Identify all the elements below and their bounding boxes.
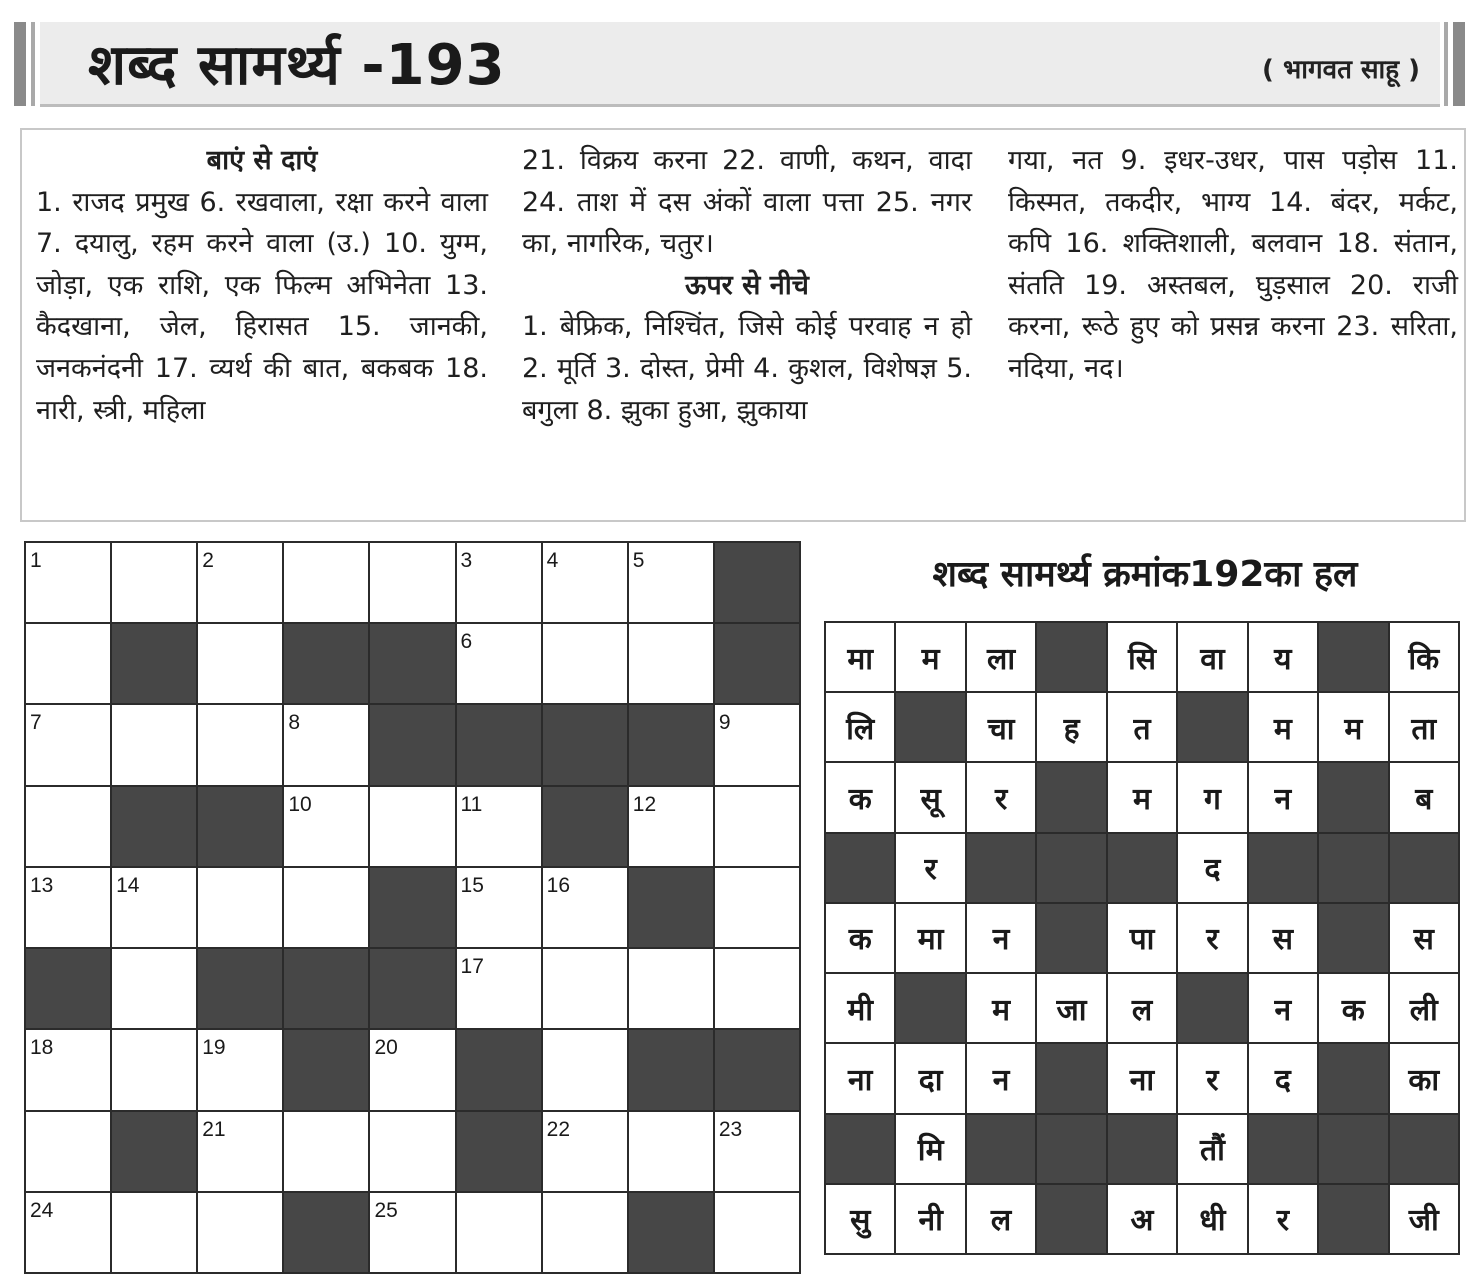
- clues-column-1: [36, 140, 488, 431]
- solution-black-cell: [1319, 1044, 1387, 1112]
- black-cell: [715, 543, 799, 622]
- black-cell: [629, 1193, 713, 1272]
- grid-cell[interactable]: [26, 1030, 110, 1109]
- black-cell: [715, 1030, 799, 1109]
- black-cell: [543, 705, 627, 784]
- solution-black-cell: [896, 974, 964, 1042]
- solution-cell: ला: [967, 623, 1035, 691]
- clues-column-3: [1008, 140, 1458, 390]
- header-bar-left-thin: [31, 22, 35, 106]
- solution-cell: र: [1178, 1044, 1246, 1112]
- solution-cell: नी: [896, 1185, 964, 1253]
- black-cell: [284, 1193, 368, 1272]
- solution-black-cell: [1108, 1115, 1176, 1183]
- grid-cell[interactable]: [543, 1030, 627, 1109]
- grid-cell[interactable]: [370, 1112, 454, 1191]
- grid-cell[interactable]: [26, 624, 110, 703]
- solution-cell: न: [967, 904, 1035, 972]
- solution-black-cell: [1037, 623, 1105, 691]
- grid-cell[interactable]: [26, 868, 110, 947]
- black-cell: [457, 1112, 541, 1191]
- clue-number: 4: [546, 549, 559, 572]
- solution-cell: न: [967, 1044, 1035, 1112]
- grid-cell[interactable]: [284, 543, 368, 622]
- solution-black-cell: [1319, 763, 1387, 831]
- solution-cell: ता: [1390, 693, 1458, 761]
- grid-cell[interactable]: [715, 787, 799, 866]
- clue-number: 24: [30, 1198, 54, 1222]
- black-cell: [543, 787, 627, 866]
- clues-text: गया, नत 9. इधर-उधर, पास पड़ोस 11. किस्मत, तकदीर, भाग्य 14. बंदर, मर्कट, कपि 16. शक्तिशाली, बलवान 18. संतान, संतति 19. अस्तबल, घुड़साल 20. राजी करना, रूठे हुए को प्रसन्न करना 23. सरिता, नदिया, नद।: [1008, 145, 1458, 384]
- clue-number: 16: [546, 873, 571, 897]
- solution-cell: दा: [896, 1044, 964, 1112]
- clue-number: 12: [632, 792, 657, 816]
- solution-cell: न: [1249, 763, 1317, 831]
- solution-cell: ब: [1390, 763, 1458, 831]
- black-cell: [370, 705, 454, 784]
- solution-cell: म: [1249, 693, 1317, 761]
- black-cell: [284, 624, 368, 703]
- page-title: शब्द सामर्थ्य -193: [88, 33, 506, 98]
- clue-number: 14: [116, 873, 140, 897]
- clue-number: 23: [718, 1117, 743, 1141]
- grid-cell[interactable]: [26, 543, 110, 622]
- grid-cell[interactable]: [715, 705, 799, 784]
- black-cell: [26, 949, 110, 1028]
- solution-cell: द: [1249, 1044, 1317, 1112]
- solution-black-cell: [1390, 834, 1458, 902]
- solution-black-cell: [1037, 1185, 1105, 1253]
- solution-cell: चा: [967, 693, 1035, 761]
- solution-cell: क: [826, 904, 894, 972]
- solution-cell: स: [1249, 904, 1317, 972]
- solution-cell: ह: [1037, 693, 1105, 761]
- solution-cell: धी: [1178, 1185, 1246, 1253]
- solution-black-cell: [1319, 904, 1387, 972]
- solution-cell: क: [826, 763, 894, 831]
- solution-cell: सु: [826, 1185, 894, 1253]
- grid-cell[interactable]: [370, 1193, 454, 1272]
- solution-cell: लि: [826, 693, 894, 761]
- solution-cell: क: [1319, 974, 1387, 1042]
- clue-number: 13: [30, 873, 54, 897]
- grid-cell[interactable]: [629, 949, 713, 1028]
- clue-number: 19: [202, 1036, 226, 1060]
- solution-black-cell: [1178, 693, 1246, 761]
- black-cell: [457, 705, 541, 784]
- clue-number: 6: [460, 630, 473, 654]
- grid-cell[interactable]: [715, 1193, 799, 1272]
- solution-cell: ली: [1390, 974, 1458, 1042]
- grid-cell[interactable]: [370, 787, 454, 866]
- black-cell: [370, 949, 454, 1028]
- solution-black-cell: [1037, 763, 1105, 831]
- clue-number: 11: [460, 792, 483, 816]
- solution-cell: म: [967, 974, 1035, 1042]
- black-cell: [284, 1030, 368, 1109]
- grid-cell[interactable]: [112, 705, 196, 784]
- solution-black-cell: [1319, 1115, 1387, 1183]
- solution-cell: न: [1249, 974, 1317, 1042]
- down-heading: ऊपर से नीचे: [685, 269, 809, 301]
- solution-black-cell: [896, 693, 964, 761]
- solution-cell: पा: [1108, 904, 1176, 972]
- solution-cell: अ: [1108, 1185, 1176, 1253]
- grid-cell[interactable]: [198, 624, 282, 703]
- black-cell: [370, 624, 454, 703]
- grid-cell[interactable]: [370, 1030, 454, 1109]
- solution-cell: वा: [1178, 623, 1246, 691]
- grid-cell[interactable]: [284, 705, 368, 784]
- solution-cell: मि: [896, 1115, 964, 1183]
- solution-cell: त: [1108, 693, 1176, 761]
- header-bar-right-thin: [1444, 22, 1448, 106]
- header-bar-left: [14, 22, 26, 106]
- solution-cell: म: [896, 623, 964, 691]
- clue-number: 20: [374, 1036, 398, 1060]
- grid-cell[interactable]: [543, 1193, 627, 1272]
- grid-cell[interactable]: [26, 787, 110, 866]
- solution-cell: र: [967, 763, 1035, 831]
- grid-cell[interactable]: [198, 1112, 282, 1191]
- grid-cell[interactable]: [370, 543, 454, 622]
- solution-black-cell: [1319, 623, 1387, 691]
- clue-number: 10: [288, 792, 312, 816]
- solution-cell: का: [1390, 1044, 1458, 1112]
- black-cell: [629, 705, 713, 784]
- clue-number: 2: [202, 549, 214, 572]
- clue-number: 5: [632, 549, 645, 572]
- clue-number: 25: [374, 1198, 398, 1222]
- black-cell: [629, 868, 713, 947]
- grid-cell[interactable]: [457, 1193, 541, 1272]
- grid-cell[interactable]: [284, 868, 368, 947]
- solution-cell: सि: [1108, 623, 1176, 691]
- solution-black-cell: [967, 834, 1035, 902]
- grid-cell[interactable]: [198, 1030, 282, 1109]
- grid-cell[interactable]: [715, 1112, 799, 1191]
- clues-text: 1. बेफ्रिक, निश्चिंत, जिसे कोई परवाह न हो 2. मूर्ति 3. दोस्त, प्रेमी 4. कुशल, विशेषज्ञ 5. बगुला 8. झुका हुआ, झुकाया: [522, 311, 972, 426]
- solution-black-cell: [1108, 834, 1176, 902]
- clue-number: 17: [460, 955, 484, 979]
- black-cell: [284, 949, 368, 1028]
- black-cell: [112, 787, 196, 866]
- solution-black-cell: [1037, 904, 1105, 972]
- clue-number: 7: [30, 711, 42, 735]
- header-bar-right: [1453, 22, 1465, 106]
- solution-cell: म: [1319, 693, 1387, 761]
- solution-cell: तौं: [1178, 1115, 1246, 1183]
- grid-cell[interactable]: [457, 787, 541, 866]
- solution-cell: र: [896, 834, 964, 902]
- solution-cell: सू: [896, 763, 964, 831]
- solution-cell: ल: [1108, 974, 1176, 1042]
- grid-cell[interactable]: [457, 624, 541, 703]
- author-credit: ( भागवत साहू ): [1262, 55, 1420, 85]
- grid-cell[interactable]: [26, 1193, 110, 1272]
- clues-column-2: [522, 140, 972, 431]
- clue-number: 18: [30, 1036, 54, 1060]
- solution-cell: जा: [1037, 974, 1105, 1042]
- grid-cell[interactable]: [457, 543, 541, 622]
- black-cell: [457, 1030, 541, 1109]
- clue-number: 3: [460, 549, 473, 572]
- solution-black-cell: [1178, 974, 1246, 1042]
- grid-cell[interactable]: [715, 868, 799, 947]
- clue-number: 22: [546, 1117, 571, 1141]
- clue-number: 1: [30, 549, 42, 572]
- grid-cell[interactable]: [457, 949, 541, 1028]
- grid-cell[interactable]: [112, 1030, 196, 1109]
- grid-cell[interactable]: [543, 868, 627, 947]
- grid-cell[interactable]: [112, 949, 196, 1028]
- solution-cell: मा: [826, 623, 894, 691]
- grid-cell[interactable]: [629, 543, 713, 622]
- grid-cell[interactable]: [198, 543, 282, 622]
- black-cell: [370, 868, 454, 947]
- clue-number: 8: [288, 711, 301, 735]
- black-cell: [112, 1112, 196, 1191]
- solution-cell: ग: [1178, 763, 1246, 831]
- solution-cell: ना: [1108, 1044, 1176, 1112]
- grid-cell[interactable]: [629, 1112, 713, 1191]
- solution-cell: र: [1178, 904, 1246, 972]
- grid-cell[interactable]: [543, 949, 627, 1028]
- solution-cell: मा: [896, 904, 964, 972]
- clues-text: 21. विक्रय करना 22. वाणी, कथन, वादा 24. ताश में दस अंकों वाला पत्ता 25. नगर का, नागरिक, चतुर।: [522, 145, 972, 260]
- black-cell: [198, 949, 282, 1028]
- across-heading: बाएं से दाएं: [206, 145, 318, 176]
- solution-cell: स: [1390, 904, 1458, 972]
- solution-cell: म: [1108, 763, 1176, 831]
- solution-black-cell: [826, 834, 894, 902]
- black-cell: [112, 624, 196, 703]
- grid-cell[interactable]: [457, 868, 541, 947]
- clues-panel: [20, 128, 1466, 522]
- grid-cell[interactable]: [198, 705, 282, 784]
- solution-cell: र: [1249, 1185, 1317, 1253]
- grid-cell[interactable]: [715, 949, 799, 1028]
- grid-cell[interactable]: [543, 624, 627, 703]
- grid-cell[interactable]: [112, 1193, 196, 1272]
- solution-cell: जी: [1390, 1185, 1458, 1253]
- grid-cell[interactable]: [543, 543, 627, 622]
- solution-black-cell: [1319, 1185, 1387, 1253]
- solution-black-cell: [967, 1115, 1035, 1183]
- solution-cell: कि: [1390, 623, 1458, 691]
- clue-number: 15: [460, 873, 484, 897]
- clue-number: 9: [718, 711, 731, 735]
- black-cell: [715, 624, 799, 703]
- grid-cell[interactable]: [629, 787, 713, 866]
- clue-number: 21: [202, 1117, 226, 1141]
- solution-black-cell: [1249, 834, 1317, 902]
- grid-cell[interactable]: [198, 868, 282, 947]
- black-cell: [198, 787, 282, 866]
- solution-black-cell: [1037, 1044, 1105, 1112]
- solution-cell: मी: [826, 974, 894, 1042]
- solution-cell: य: [1249, 623, 1317, 691]
- solution-black-cell: [1037, 1115, 1105, 1183]
- solution-cell: द: [1178, 834, 1246, 902]
- grid-cell[interactable]: [112, 543, 196, 622]
- grid-cell[interactable]: [26, 1112, 110, 1191]
- grid-cell[interactable]: [284, 1112, 368, 1191]
- solution-black-cell: [1319, 834, 1387, 902]
- black-cell: [629, 1030, 713, 1109]
- solution-black-cell: [826, 1115, 894, 1183]
- grid-cell[interactable]: [543, 1112, 627, 1191]
- solution-black-cell: [1037, 834, 1105, 902]
- solution-grid: [824, 621, 1460, 1255]
- solution-black-cell: [1249, 1115, 1317, 1183]
- solution-black-cell: [1390, 1115, 1458, 1183]
- grid-cell[interactable]: [112, 868, 196, 947]
- grid-cell[interactable]: [284, 787, 368, 866]
- solution-cell: ल: [967, 1185, 1035, 1253]
- solution-title: शब्द सामर्थ्य क्रमांक192का हल: [932, 554, 1358, 595]
- grid-cell[interactable]: [629, 624, 713, 703]
- grid-cell[interactable]: [26, 705, 110, 784]
- grid-cell[interactable]: [198, 1193, 282, 1272]
- clues-text: 1. राजद प्रमुख 6. रखवाला, रक्षा करने वाला 7. दयालु, रहम करने वाला (उ.) 10. युग्म, जोड़ा, एक राशि, एक फिल्म अभिनेता 13. कैदखाना, जेल, हिरासत 15. जानकी, जनकनंदनी 17. व्यर्थ की बात, बकबक 18. नारी, स्त्री, महिला: [36, 186, 488, 426]
- crossword-grid: [24, 541, 801, 1274]
- solution-cell: ना: [826, 1044, 894, 1112]
